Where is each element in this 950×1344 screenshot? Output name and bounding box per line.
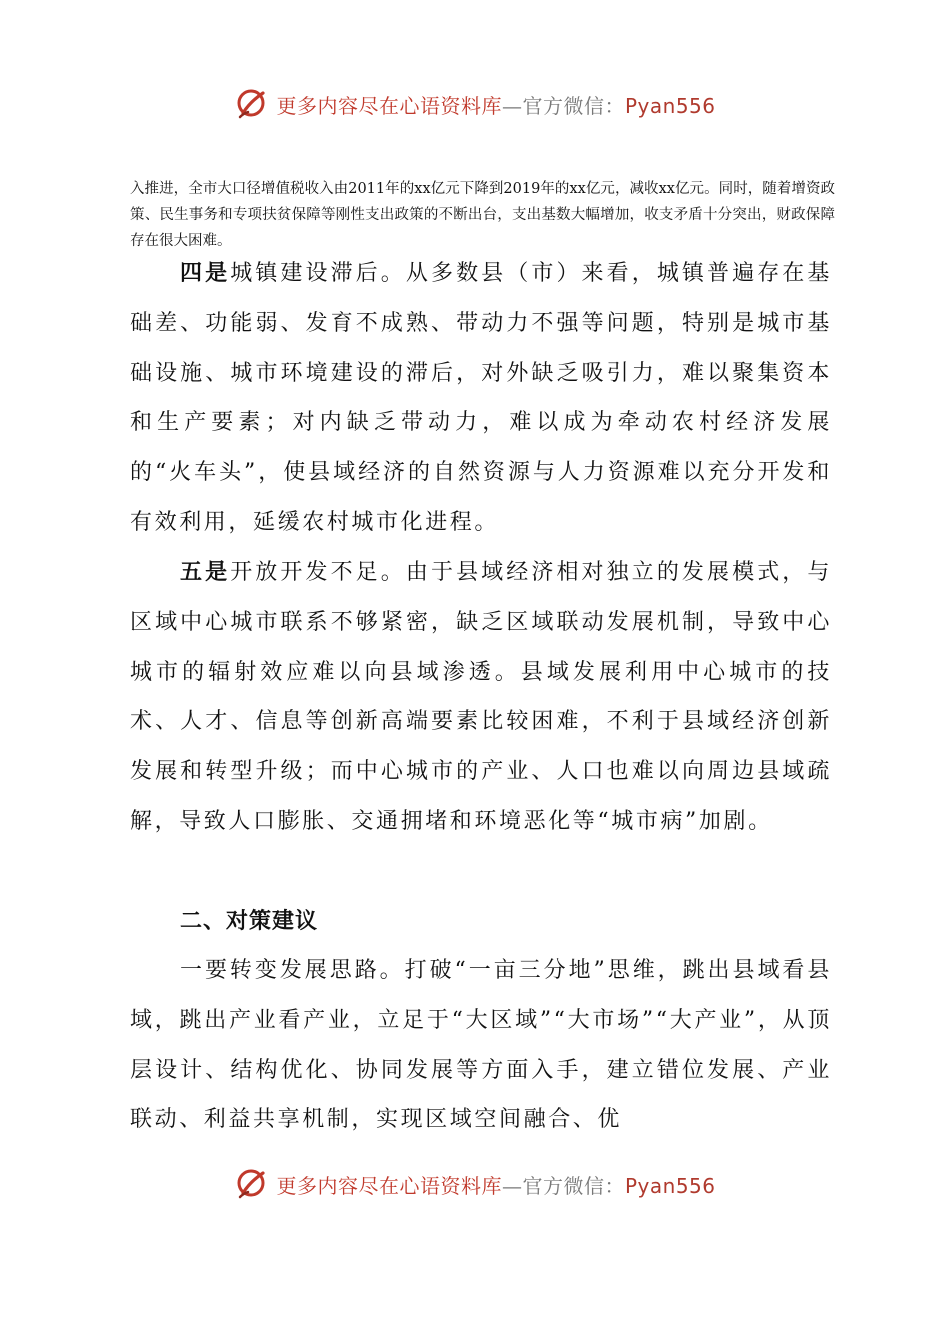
watermark-text: 更多内容尽在心语资料库—官方微信：Pyan556 — [276, 1173, 716, 1198]
watermark-text: 更多内容尽在心语资料库—官方微信：Pyan556 — [276, 93, 716, 118]
brush-logo-icon — [234, 87, 268, 121]
point-five-lead: 五是 — [180, 559, 231, 585]
point-five-body: 开放开发不足。由于县域经济相对独立的发展模式，与区域中心城市联系不够紧密，缺乏区域联动发展机制，导致中心城市的辐射效应难以向县域渗透。县域发展利用中心城市的技术、人才、信息等创新高端要素比较困难，不利于县域经济创新发展和转型升级；而中心城市的产业、人口也难以向周边县域疏解，导致人口膨胀、交通拥堵和环境恶化等“城市病”加剧。 — [130, 560, 833, 834]
footer-watermark-banner — [0, 1164, 950, 1204]
point-four-body: 城镇建设滞后。从多数县（市）来看，城镇普遍存在基础差、功能弱、发育不成熟、带动力不强等问题，特别是城市基础设施、城市环境建设的滞后，对外缺乏吸引力，难以聚集资本和生产要素；对内缺乏带动力，难以成为牵动农村经济发展的“火车头”，使县域经济的自然资源与人力资源难以充分开发和有效利用，延缓农村城市化进程。 — [130, 261, 833, 535]
point-four-lead: 四是 — [180, 260, 231, 286]
paragraph-point-four — [130, 249, 832, 548]
header-watermark-banner — [0, 84, 950, 124]
brush-logo-icon — [234, 1167, 268, 1201]
section-heading: 二、对策建议 — [180, 908, 319, 934]
paragraph-suggestion-one: 一要转变发展思路。打破“一亩三分地”思维，跳出县域看县域，跳出产业看产业，立足于“大区域”“大市场”“大产业”，从顶层设计、结构优化、协同发展等方面入手，建立错位发展、产业联动、利益共享机制，实现区域空间融合、优 — [130, 958, 832, 1133]
paragraph-point-five — [130, 548, 832, 847]
intro-paragraph: 入推进，全市大口径增值税收入由2011年的xx亿元下降到2019年的xx亿元，减收xx亿元。同时，随着增资政策、民生事务和专项扶贫保障等刚性支出政策的不断出台，支出基数大幅增加，收支矛盾十分突出，财政保障存在很大困难。 — [130, 181, 835, 249]
